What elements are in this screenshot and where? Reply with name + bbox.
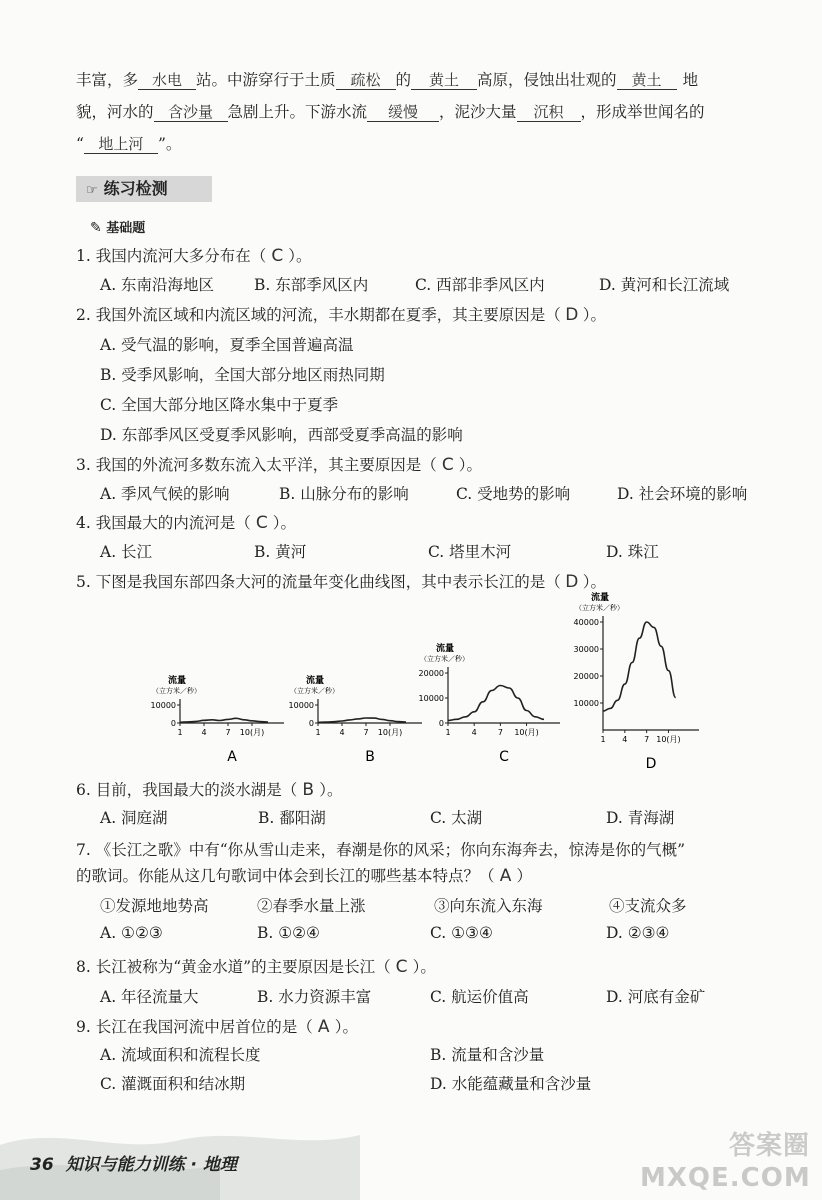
answer-mark: C — [271, 246, 284, 266]
fill-blank: 沉积 — [517, 104, 581, 122]
fill-blank: 疏松 — [336, 72, 396, 90]
subsection-header — [90, 217, 145, 236]
pointing-hand-icon: ☞ — [86, 183, 98, 198]
chart-yunit: （立方米／秒） — [152, 687, 201, 695]
x-tick-label: 4 — [622, 735, 628, 744]
question-text: 长江被称为“黄金水道”的主要原因是长江（ — [95, 958, 391, 976]
answer-mark: C — [395, 957, 408, 977]
series-line — [180, 718, 268, 722]
option: D. 黄河和长江流域 — [599, 276, 730, 294]
fill-blank: 黄土 — [411, 72, 477, 90]
option: B. 水力资源丰富 — [257, 988, 372, 1006]
intro-text: 站。中游穿行于土质 — [196, 71, 336, 89]
intro-text: 貌，河水的 — [76, 103, 154, 121]
question-number: 1. — [76, 247, 91, 265]
y-tick-label: 10000 — [150, 701, 176, 710]
flow-chart-a — [140, 660, 280, 770]
x-tick-label: 7 — [225, 728, 231, 737]
chart-ylabel: 流量 — [591, 593, 610, 603]
statement-item: ③向东流入东海 — [434, 897, 543, 915]
intro-line-2 — [76, 100, 705, 122]
series-line — [603, 622, 676, 711]
question-number: 6. — [76, 781, 91, 799]
x-tick-label: 7 — [497, 728, 503, 737]
chart-ylabel: 流量 — [436, 644, 455, 654]
chart-ylabel: 流量 — [168, 676, 187, 686]
x-tick-label: 7 — [363, 728, 369, 737]
book-title: 知识与能力训练 · 地理 — [65, 1155, 237, 1175]
flow-chart-b — [282, 660, 422, 770]
option: A. 洞庭湖 — [100, 809, 168, 827]
option: C. 受地势的影响 — [456, 485, 571, 503]
question-number: 5. — [76, 573, 91, 591]
x-tick-label: 10(月) — [239, 728, 265, 737]
pencil-icon: ✎ — [90, 220, 102, 236]
fill-blank: 缓慢 — [367, 104, 439, 122]
section-header — [76, 176, 212, 202]
question-stem — [76, 955, 436, 977]
chart-caption: D — [645, 756, 657, 772]
option: C. 航运价值高 — [430, 988, 529, 1006]
question-text: ） — [516, 867, 533, 885]
option: C. 全国大部分地区降水集中于夏季 — [100, 396, 339, 414]
flow-chart-c — [410, 640, 560, 770]
flow-chart-d — [555, 593, 715, 772]
intro-text: 急剧上升。下游水流 — [227, 103, 368, 121]
x-tick-label: 1 — [445, 728, 451, 737]
question-text: ）。 — [272, 514, 297, 532]
answer-mark: C — [441, 455, 454, 475]
option: A. 年径流量大 — [100, 988, 199, 1006]
intro-text: ，泥沙大量 — [439, 103, 517, 121]
intro-text: 地 — [682, 71, 699, 89]
chart-yunit: （立方米／秒） — [575, 604, 624, 612]
option: B. 山脉分布的影响 — [279, 485, 409, 503]
intro-text: ，形成举世闻名的 — [580, 103, 705, 121]
question-text: 我国内流河大多分布在（ — [95, 247, 267, 265]
option: B. 受季风影响，全国大部分地区雨热同期 — [100, 366, 385, 384]
option: C. ①③④ — [430, 924, 493, 942]
question-number: 8. — [76, 958, 91, 976]
page-number: 36 — [30, 1155, 54, 1175]
x-tick-label: 7 — [644, 735, 650, 744]
intro-text: 的 — [395, 71, 412, 89]
answer-mark: A — [499, 866, 512, 886]
answer-mark: A — [317, 1017, 330, 1037]
chart-yunit: （立方米／秒） — [420, 655, 469, 663]
chart-ylabel: 流量 — [306, 676, 325, 686]
intro-line-1 — [76, 68, 698, 90]
fill-blank: 水电 — [138, 72, 196, 90]
question-stem — [76, 1015, 358, 1037]
fill-blank: 含沙量 — [154, 104, 228, 122]
question-stem — [76, 244, 312, 266]
option: B. 鄱阳湖 — [258, 809, 326, 827]
option: A. 长江 — [100, 543, 153, 561]
option: D. ②③④ — [606, 924, 670, 942]
chart-yunit: （立方米／秒） — [290, 687, 339, 695]
y-tick-label: 20000 — [573, 672, 599, 681]
question-text: 下图是我国东部四条大河的流量年变化曲线图，其中表示长江的是（ — [95, 573, 561, 591]
x-tick-label: 10(月) — [656, 735, 681, 744]
question-number: 3. — [76, 456, 91, 474]
option: A. 东南沿海地区 — [100, 276, 215, 294]
subsection-title: 基础题 — [106, 221, 146, 236]
chart-caption: A — [227, 749, 237, 765]
x-tick-label: 1 — [600, 735, 606, 744]
answer-mark: D — [565, 305, 579, 325]
option: D. 河底有金矿 — [606, 988, 706, 1006]
option: C. 西部非季风区内 — [415, 276, 545, 294]
question-text: ）。 — [582, 306, 607, 324]
y-tick-label: 30000 — [573, 645, 599, 654]
option: D. 东部季风区受夏季风影响，西部受夏季高温的影响 — [100, 426, 463, 444]
watermark: 答案圈 MXQE.COM — [640, 1131, 811, 1193]
x-tick-label: 4 — [471, 728, 477, 737]
intro-text: 高原，侵蚀出壮观的 — [477, 71, 617, 89]
option: A. 季风气候的影响 — [100, 485, 230, 503]
intro-line-3 — [76, 132, 181, 154]
question-text: ）。 — [582, 573, 607, 591]
question-text: ）。 — [458, 456, 483, 474]
question-stem — [76, 511, 296, 533]
y-tick-label: 0 — [308, 719, 314, 728]
statement-item: ①发源地地势高 — [100, 897, 209, 915]
question-text: 目前，我国最大的淡水湖是（ — [95, 781, 298, 799]
y-tick-label: 10000 — [288, 701, 314, 710]
y-tick-label: 10000 — [573, 699, 599, 708]
series-line — [448, 686, 544, 721]
question-stem-continued — [76, 864, 532, 886]
option: A. 受气温的影响，夏季全国普遍高温 — [100, 336, 354, 354]
option: C. 太湖 — [430, 809, 483, 827]
statement-item: ②春季水量上涨 — [257, 897, 366, 915]
option: A. ①②③ — [100, 924, 163, 942]
fill-blank: 黄土 — [617, 72, 677, 90]
x-tick-label: 10(月) — [377, 728, 403, 737]
option: A. 流域面积和流程长度 — [100, 1046, 261, 1064]
option: D. 青海湖 — [606, 809, 675, 827]
y-tick-label: 20000 — [418, 669, 444, 678]
chart-caption: C — [499, 749, 509, 765]
question-stem — [76, 778, 343, 800]
question-text: ）。 — [412, 958, 436, 976]
answer-mark: B — [302, 780, 315, 800]
question-text: ）。 — [334, 1018, 359, 1036]
question-stem — [76, 303, 606, 325]
option: D. 社会环境的影响 — [617, 485, 748, 503]
fill-blank: 地上河 — [84, 136, 158, 154]
question-text: ）。 — [288, 247, 312, 265]
question-number: 2. — [76, 306, 91, 324]
y-tick-label: 0 — [438, 719, 444, 728]
question-text: 《长江之歌》中有“你从雪山走来，春潮是你的风采；你向东海奔去，惊涛是你的气概” — [95, 841, 686, 859]
question-stem — [76, 838, 685, 860]
option: B. ①②④ — [257, 924, 320, 942]
question-text: 我国外流区域和内流区域的河流，丰水期都在夏季，其主要原因是（ — [95, 306, 561, 324]
question-text: 长江在我国河流中居首位的是（ — [95, 1018, 313, 1036]
question-text: 的歌词。你能从这几句歌词中体会到长江的哪些基本特点？（ — [76, 867, 495, 885]
question-text: 我国最大的内流河是（ — [95, 514, 251, 532]
x-tick-label: 1 — [315, 728, 321, 737]
question-text: 我国的外流河多数东流入太平洋，其主要原因是（ — [95, 456, 437, 474]
option: C. 塔里木河 — [428, 543, 512, 561]
answer-mark: D — [565, 572, 579, 592]
section-title: 练习检测 — [103, 179, 168, 198]
question-number: 9. — [76, 1018, 91, 1036]
option: D. 水能蕴藏量和含沙量 — [430, 1075, 592, 1093]
question-stem — [76, 570, 606, 592]
y-tick-label: 40000 — [573, 618, 599, 627]
footer — [30, 1150, 237, 1175]
series-line — [318, 718, 406, 722]
option: B. 黄河 — [254, 543, 307, 561]
question-stem — [76, 453, 482, 475]
answer-mark: C — [255, 513, 268, 533]
x-tick-label: 1 — [177, 728, 183, 737]
intro-text: ”。 — [157, 135, 182, 153]
intro-text: 丰富，多 — [76, 71, 139, 89]
intro-text: “ — [76, 135, 84, 153]
option: D. 珠江 — [606, 543, 659, 561]
question-number: 4. — [76, 514, 91, 532]
y-tick-label: 10000 — [418, 694, 444, 703]
question-text: ）。 — [319, 781, 343, 799]
x-tick-label: 4 — [339, 728, 345, 737]
y-tick-label: 0 — [170, 719, 176, 728]
x-tick-label: 4 — [201, 728, 207, 737]
option: B. 流量和含沙量 — [430, 1046, 545, 1064]
x-tick-label: 10(月) — [514, 728, 539, 737]
option: B. 东部季风区内 — [254, 276, 369, 294]
statement-item: ④支流众多 — [609, 897, 687, 915]
question-number: 7. — [76, 841, 91, 859]
option: C. 灌溉面积和结冰期 — [100, 1075, 246, 1093]
chart-caption: B — [365, 749, 375, 765]
